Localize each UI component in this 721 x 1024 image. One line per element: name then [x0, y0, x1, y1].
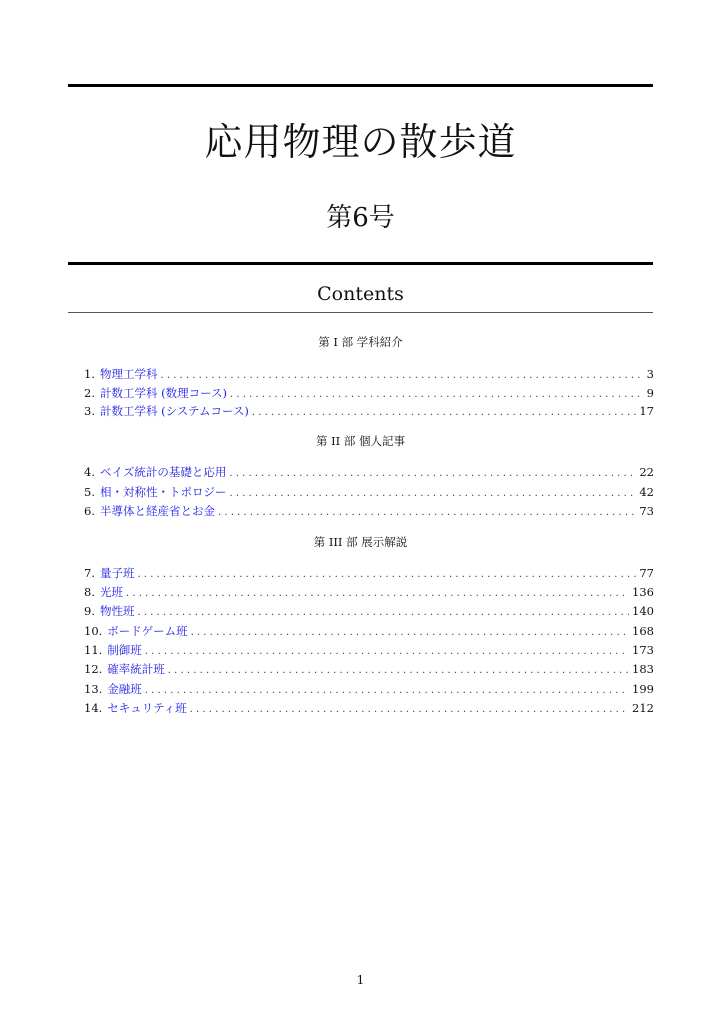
part-heading: 第 III 部 展示解説: [313, 535, 408, 549]
toc-entry-page: 3: [646, 367, 654, 381]
toc-entry-link[interactable]: 光班: [99, 585, 123, 599]
toc-entry-number: 13.: [84, 682, 103, 696]
toc-entry-page: 183: [632, 662, 654, 676]
toc-leader-dots: [218, 505, 636, 521]
toc-entry-page: 42: [639, 485, 654, 499]
toc-entry-link[interactable]: 量子班: [99, 566, 135, 580]
toc-entry: [84, 681, 654, 697]
toc-entry-page: 22: [639, 465, 654, 479]
toc-leader-dots: [160, 368, 643, 384]
toc-entry: [84, 623, 654, 639]
toc-entry-page: 9: [646, 386, 654, 400]
contents-divider: [68, 312, 653, 313]
toc-entry-number: 6.: [84, 504, 95, 518]
toc-entry: [84, 565, 654, 581]
toc-entry-link[interactable]: 制御班: [107, 643, 142, 657]
toc-leader-dots: [229, 466, 636, 482]
toc-entry: [84, 642, 654, 658]
toc-entry-link[interactable]: ボードゲーム班: [107, 624, 188, 638]
part-heading: 第 I 部 学科紹介: [318, 335, 403, 349]
toc-entry-page: 199: [632, 682, 654, 696]
toc-entry-page: 168: [632, 624, 654, 638]
toc-entry: [84, 464, 654, 480]
toc-leader-dots: [190, 702, 629, 718]
toc-leader-dots: [230, 387, 644, 403]
toc-entry-number: 9.: [84, 604, 95, 618]
issue-number: 第6号: [326, 203, 395, 233]
toc-entry: [84, 484, 654, 500]
toc-entry-page: 212: [632, 701, 654, 715]
toc-entry-number: 1.: [84, 367, 95, 381]
toc-leader-dots: [126, 586, 629, 602]
toc-entry-page: 73: [639, 504, 654, 518]
toc-entry: [84, 403, 654, 419]
toc-entry-number: 12.: [84, 662, 103, 676]
toc-entry-link[interactable]: 物性班: [99, 604, 135, 618]
part-heading: 第 II 部 個人記事: [315, 434, 406, 448]
toc-entry: [84, 385, 654, 401]
toc-entry: [84, 366, 654, 382]
toc-entry-number: 2.: [84, 386, 95, 400]
toc-entry: [84, 503, 654, 519]
toc-entry-link[interactable]: ベイズ統計の基礎と応用: [99, 465, 227, 479]
contents-heading: Contents: [317, 283, 404, 305]
toc-entry: [84, 700, 654, 716]
toc-entry-link[interactable]: 相・対称性・トポロジー: [99, 485, 227, 499]
toc-entry: [84, 603, 654, 619]
toc-leader-dots: [145, 644, 629, 660]
toc-leader-dots: [137, 567, 636, 583]
toc-entry-link[interactable]: 計数工学科 (数理コース): [99, 386, 228, 400]
page-number: 1: [356, 973, 365, 987]
toc-leader-dots: [252, 405, 636, 421]
toc-entry-page: 77: [639, 566, 654, 580]
toc-entry-link[interactable]: 確率統計班: [107, 662, 165, 676]
toc-entry-link[interactable]: 計数工学科 (システムコース): [99, 404, 249, 418]
toc-leader-dots: [145, 683, 629, 699]
title-top-rule: [68, 84, 653, 87]
toc-entry: [84, 661, 654, 677]
toc-leader-dots: [168, 663, 629, 679]
toc-entry-page: 173: [632, 643, 654, 657]
toc-leader-dots: [191, 625, 629, 641]
toc-entry-number: 5.: [84, 485, 95, 499]
document-title: 応用物理の散歩道: [204, 120, 517, 164]
toc-entry-link[interactable]: 半導体と経産省とお金: [99, 504, 215, 518]
toc-entry-page: 17: [639, 404, 654, 418]
toc-entry-link[interactable]: セキュリティ班: [107, 701, 187, 715]
toc-entry-number: 3.: [84, 404, 95, 418]
toc-entry-page: 136: [632, 585, 654, 599]
toc-entry-number: 11.: [84, 643, 103, 657]
toc-entry-page: 140: [632, 604, 654, 618]
toc-entry-number: 8.: [84, 585, 95, 599]
toc-leader-dots: [229, 486, 636, 502]
toc-entry-number: 14.: [84, 701, 103, 715]
toc-entry-number: 10.: [84, 624, 103, 638]
toc-leader-dots: [137, 605, 629, 621]
toc-entry-number: 7.: [84, 566, 95, 580]
title-bottom-rule: [68, 262, 653, 265]
toc-entry-number: 4.: [84, 465, 95, 479]
toc-entry: [84, 584, 654, 600]
toc-entry-link[interactable]: 金融班: [107, 682, 142, 696]
toc-entry-link[interactable]: 物理工学科: [99, 367, 158, 381]
